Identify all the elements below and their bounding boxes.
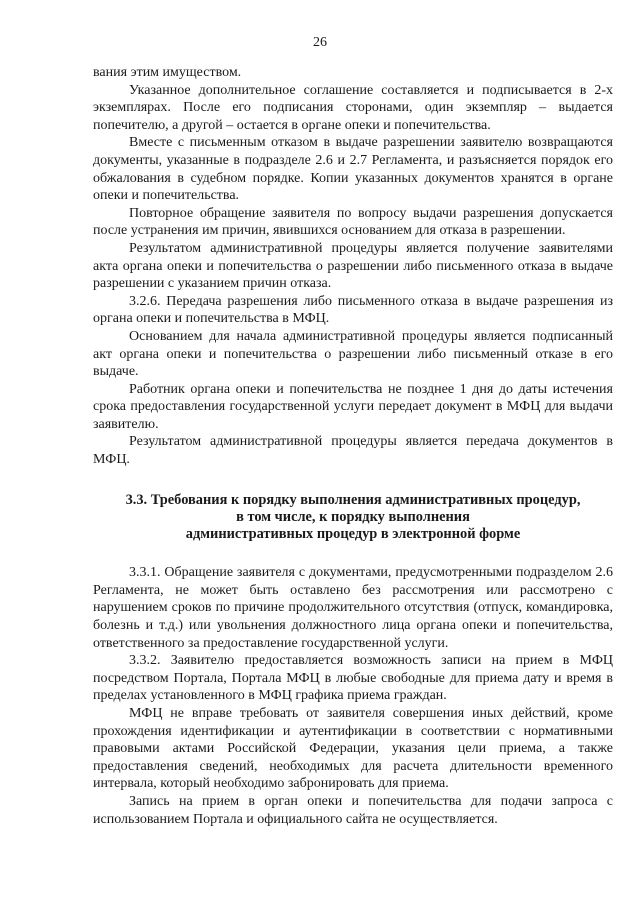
paragraph: вания этим имуществом.: [93, 65, 242, 80]
page-number: 26: [313, 35, 327, 50]
document-body: [93, 64, 613, 828]
paragraph: Основанием для начала административной процедуры является подписанный акт органа опеки и попечительства о разрешении либо письменный отказе в его выдаче.: [93, 328, 613, 380]
section-heading: [93, 492, 613, 544]
section-heading-line: административных процедур в электронной форме: [185, 526, 521, 543]
paragraph: Результатом административной процедуры является передача документов в МФЦ.: [93, 434, 613, 468]
paragraph: Указанное дополнительное соглашение составляется и подписывается в 2-х экземплярах. После его подписания сторонами, один экземпляр – выдается попечителю, а другой – остается в органе опеки и попечительства.: [93, 82, 613, 133]
paragraph: 3.2.6. Передача разрешения либо письменного отказа в выдаче разрешения из органа опеки и попечительства в МФЦ.: [93, 293, 613, 327]
paragraph: Результатом административной процедуры является получение заявителями акта органа опеки и попечительства о разрешении либо письменного отказа в выдаче разрешении с указанием причин отказа.: [93, 240, 613, 292]
paragraph: МФЦ не вправе требовать от заявителя совершения иных действий, кроме прохождения идентификации и аутентификации в соответствии с нормативными правовыми актами Российской Федерации, указания цели приема, а также предоставления сведений, необходимых для расчета длительности временного интервала, который необходимо забронировать для приема.: [93, 706, 613, 792]
section-heading-line: в том числе, к порядку выполнения: [236, 508, 470, 525]
paragraphs-after-heading: [93, 564, 613, 828]
paragraph: 3.3.1. Обращение заявителя с документами, предусмотренными подразделом 2.6 Регламента, не может быть оставлено без рассмотрения или рассмотрено с нарушением сроков по причине продолжительного отсутствия (отпуск, командировка, болезнь и т.д.) или увольнения должностного лица органа опеки и попечительства, ответственного за предоставление государственной услуги.: [93, 565, 613, 651]
section-heading-line: 3.3. Требования к порядку выполнения административных процедур,: [125, 491, 581, 508]
paragraph: 3.3.2. Заявителю предоставляется возможность записи на прием в МФЦ посредством Портала, Портала МФЦ в любые свободные для приема дату и время в пределах установленного в МФЦ графика приема граждан.: [93, 653, 613, 704]
paragraph: Повторное обращение заявителя по вопросу выдачи разрешения допускается после устранения им причин, явившихся основанием для отказа в разрешении.: [93, 205, 613, 239]
paragraph: Вместе с письменным отказом в выдаче разрешении заявителю возвращаются документы, указанные в подразделе 2.6 и 2.7 Регламента, и разъясняется порядок его обжалования в судебном порядке. Копии указанных документов хранятся в органе опеки и попечительства.: [93, 135, 613, 204]
paragraph: Работник органа опеки и попечительства не позднее 1 дня до даты истечения срока предоставления государственной услуги передает документ в МФЦ для выдачи заявителю.: [93, 381, 613, 432]
paragraphs-before-heading: [93, 64, 613, 469]
paragraph: Запись на прием в орган опеки и попечительства для подачи запроса с использованием Портала и официального сайта не осуществляется.: [93, 793, 613, 827]
